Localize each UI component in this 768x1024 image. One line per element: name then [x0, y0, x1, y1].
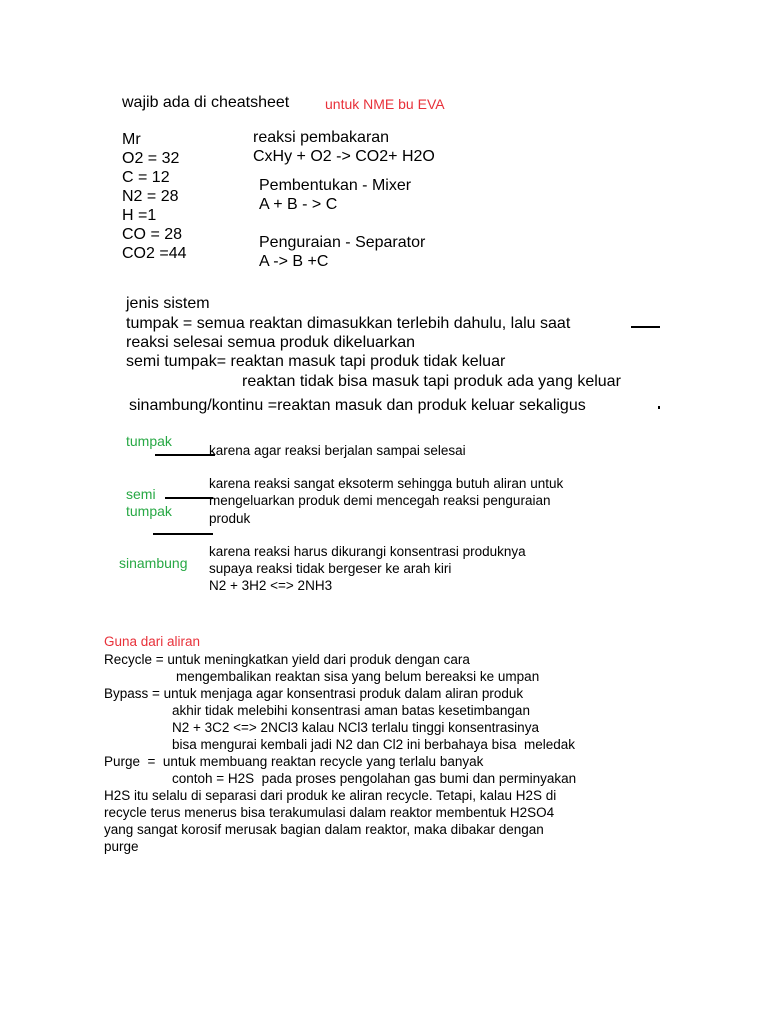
- example-label-sinambung: sinambung: [119, 555, 188, 571]
- example-label-tumpak-2: tumpak: [126, 503, 172, 519]
- guna-line: akhir tidak melebihi konsentrasi aman batas kesetimbangan: [172, 703, 530, 718]
- underline-mark: [153, 533, 213, 535]
- guna-line: purge: [104, 839, 139, 854]
- jenis-heading: jenis sistem: [126, 295, 210, 312]
- guna-line: H2S itu selalu di separasi dari produk ke aliran recycle. Tetapi, kalau H2S di: [104, 788, 557, 803]
- jenis-line: semi tumpak= reaktan masuk tapi produk tidak keluar: [126, 353, 506, 370]
- example-line: supaya reaksi tidak bergeser ke arah kiri: [209, 561, 452, 576]
- underline-mark: [631, 326, 660, 328]
- guna-line: mengembalikan reaktan sisa yang belum bereaksi ke umpan: [176, 669, 540, 684]
- example-label-tumpak: tumpak: [126, 433, 172, 449]
- mr-item: C = 12: [122, 169, 170, 186]
- header-note: untuk NME bu EVA: [325, 96, 445, 112]
- guna-line: N2 + 3C2 <=> 2NCl3 kalau NCl3 terlalu tinggi konsentrasinya: [172, 720, 539, 735]
- example-label-semi: semi: [126, 486, 156, 502]
- example-line: N2 + 3H2 <=> 2NH3: [209, 578, 333, 593]
- example-line: karena reaksi sangat eksoterm sehingga butuh aliran untuk: [209, 476, 564, 491]
- reaction-title: reaksi pembakaran: [253, 129, 390, 146]
- underline-mark: [155, 454, 215, 456]
- reaction-formula: A + B - > C: [259, 196, 338, 213]
- guna-line: Recycle = untuk meningkatkan yield dari produk dengan cara: [104, 652, 470, 667]
- jenis-line: reaktan tidak bisa masuk tapi produk ada yang keluar: [242, 373, 621, 390]
- mr-heading: Mr: [122, 131, 141, 148]
- guna-heading: Guna dari aliran: [104, 634, 201, 649]
- mr-item: CO2 =44: [122, 245, 187, 262]
- guna-line: recycle terus menerus bisa terakumulasi dalam reaktor membentuk H2SO4: [104, 805, 555, 820]
- reaction-formula: CxHy + O2 -> CO2+ H2O: [253, 148, 435, 165]
- reaction-formula: A -> B +C: [259, 253, 329, 270]
- reaction-title: Pembentukan - Mixer: [259, 177, 412, 194]
- guna-line: yang sangat korosif merusak bagian dalam reaktor, maka dibakar dengan: [104, 822, 544, 837]
- guna-line: bisa mengurai kembali jadi N2 dan Cl2 ini berbahaya bisa meledak: [172, 737, 575, 752]
- example-line: karena reaksi harus dikurangi konsentrasi produknya: [209, 544, 526, 559]
- guna-line: contoh = H2S pada proses pengolahan gas bumi dan perminyakan: [172, 771, 577, 786]
- mr-item: O2 = 32: [122, 150, 180, 167]
- jenis-line: reaksi selesai semua produk dikeluarkan: [126, 334, 416, 351]
- example-line: mengeluarkan produk demi mencegah reaksi penguraian: [209, 493, 551, 508]
- mr-item: CO = 28: [122, 226, 183, 243]
- example-line: karena agar reaksi berjalan sampai selesai: [209, 443, 466, 458]
- guna-line: Purge = untuk membuang reaktan recycle yang terlalu banyak: [104, 754, 484, 769]
- underline-mark: [165, 497, 213, 499]
- reaction-title: Penguraian - Separator: [259, 234, 426, 251]
- dot-mark: [658, 406, 660, 409]
- example-line: produk: [209, 511, 251, 526]
- document-title: wajib ada di cheatsheet: [122, 94, 290, 111]
- mr-item: H =1: [122, 207, 157, 224]
- mr-item: N2 = 28: [122, 188, 179, 205]
- jenis-line: tumpak = semua reaktan dimasukkan terlebih dahulu, lalu saat: [126, 315, 571, 332]
- jenis-line: sinambung/kontinu =reaktan masuk dan produk keluar sekaligus: [129, 397, 586, 414]
- guna-line: Bypass = untuk menjaga agar konsentrasi produk dalam aliran produk: [104, 686, 524, 701]
